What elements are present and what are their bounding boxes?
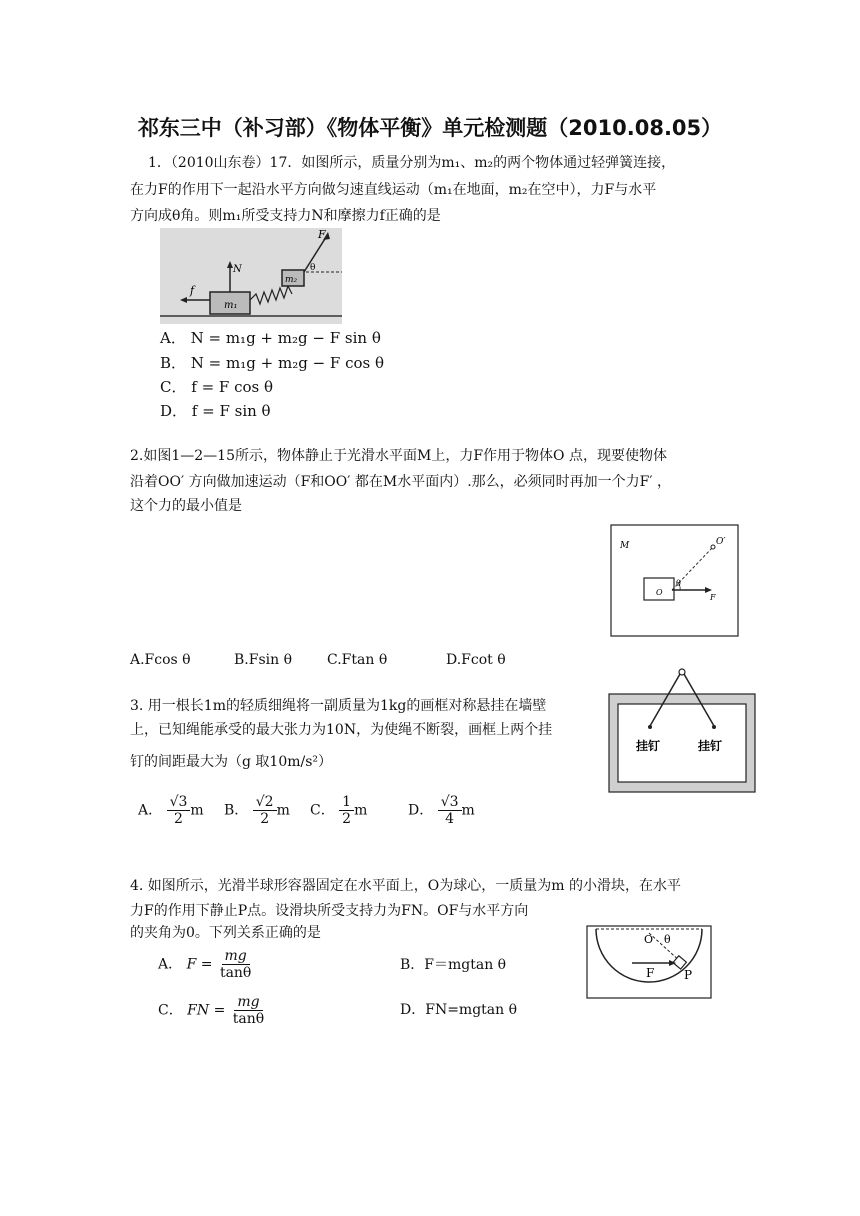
- q4-option-c[interactable]: C． FN = $\frac{mg}{\tan\theta}$: [158, 994, 265, 1027]
- label-O-prime: O′: [716, 537, 726, 547]
- q1-figure: [160, 228, 342, 324]
- label-theta: θ: [676, 579, 681, 588]
- q1-line2: 在力F的作用下一起沿水平方向做匀速直线运动（m₁在地面，m₂在空中），力F与水平: [130, 182, 657, 198]
- q1-option-d[interactable]: D． f = F sin θ: [160, 402, 271, 420]
- q2-option-b[interactable]: B.Fsin θ: [234, 652, 293, 668]
- q2-line2: 沿着OO′ 方向做加速运动（F和OO′ 都在M水平面内）.那么，必须同时再加一个力F′ ，: [130, 474, 672, 490]
- q3-figure: [608, 666, 756, 794]
- q3-option-d[interactable]: D． $\frac{√3}{4}$ m: [408, 794, 475, 827]
- label-O: O: [644, 933, 654, 946]
- page-title: 祁东三中（补习部）《物体平衡》单元检测题（2010.08.05）: [137, 116, 723, 140]
- q2-option-c[interactable]: C.Ftan θ: [327, 652, 388, 668]
- q1-option-c[interactable]: C． f = F cos θ: [160, 378, 274, 396]
- label-N: N: [233, 264, 242, 275]
- q1-option-b[interactable]: B． N = m₁g + m₂g − F cos θ: [160, 354, 385, 372]
- label-m1: m₁: [224, 300, 238, 311]
- label-theta: θ: [310, 263, 316, 273]
- q2-figure: [610, 524, 740, 638]
- q3-option-c[interactable]: C． $\frac{1}{2}$ m: [310, 794, 368, 827]
- label-O: O: [656, 588, 663, 597]
- q4-line1: 4. 如图所示，光滑半球形容器固定在水平面上，O为球心，一质量为m 的小滑块，在水平: [130, 878, 682, 894]
- q1-line1: 1．（2010山东卷）17．如图所示，质量分别为m₁、m₂的两个物体通过轻弹簧连接，: [148, 155, 676, 171]
- q4-line2: 力F的作用下静止P点。设滑块所受支持力为FN。OF与水平方向: [130, 903, 529, 919]
- label-theta: θ: [664, 933, 671, 946]
- q3-line2: 上，已知绳能承受的最大张力为10N，为使绳不断裂，画框上两个挂: [130, 722, 553, 738]
- q2-line1: 2.如图1—2—15所示，物体静止于光滑水平面M上，力F作用于物体O 点，现要使物体: [130, 448, 667, 464]
- q1-option-a[interactable]: A． N = m₁g + m₂g − F sin θ: [160, 329, 381, 347]
- q2-option-a[interactable]: A.Fcos θ: [130, 652, 191, 668]
- label-F: F: [710, 593, 716, 602]
- label-f: f: [190, 284, 195, 297]
- q1-line3: 方向成θ角。则m₁所受支持力N和摩擦力f正确的是: [130, 208, 441, 224]
- label-nail-right: 挂钉: [698, 739, 723, 753]
- q3-line1: 3. 用一根长1m的轻质细绳将一副质量为1kg的画框对称悬挂在墙壁: [130, 698, 547, 714]
- q4-line3: 的夹角为0。下列关系正确的是: [130, 925, 321, 941]
- q4-figure: [586, 925, 712, 999]
- label-nail-left: 挂钉: [636, 739, 661, 753]
- q2-line3: 这个力的最小值是: [130, 498, 242, 514]
- q3-line3: 钉的间距最大为（g 取10m/s²）: [130, 754, 333, 770]
- q4-option-a[interactable]: A． F = $\frac{mg}{\tan\theta}$: [158, 948, 252, 981]
- label-F: F: [646, 966, 655, 980]
- q2-option-d[interactable]: D.Fcot θ: [446, 652, 506, 668]
- q3-option-a[interactable]: A． $\frac{√3}{2}$ m: [138, 794, 204, 827]
- q4-option-b[interactable]: B．F＝mgtan θ: [400, 957, 507, 973]
- label-F: F: [318, 228, 326, 241]
- q4-option-d[interactable]: D．FN=mgtan θ: [400, 1002, 518, 1018]
- label-m2: m₂: [285, 275, 298, 285]
- label-P: P: [684, 968, 693, 982]
- label-M: M: [620, 541, 630, 551]
- q3-option-b[interactable]: B． $\frac{√2}{2}$ m: [224, 794, 290, 827]
